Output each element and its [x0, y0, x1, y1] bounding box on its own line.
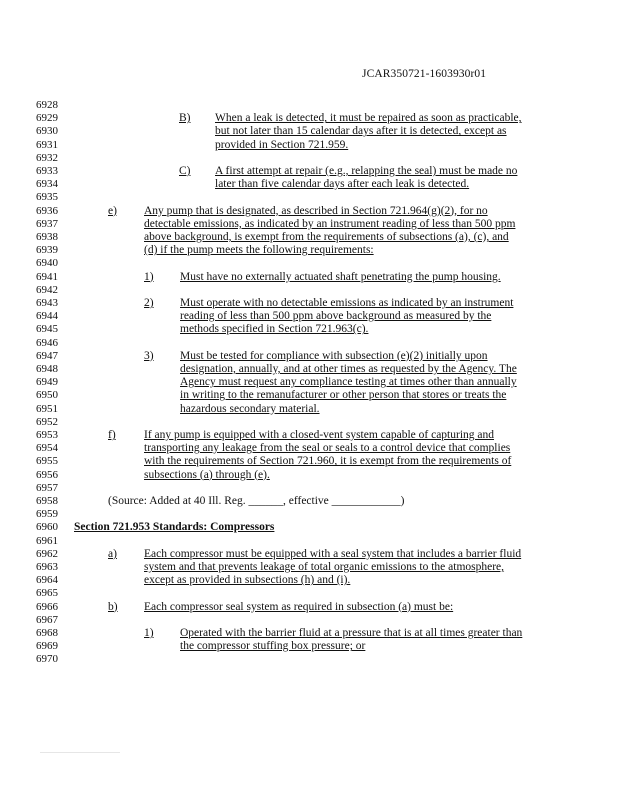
text-line: If any pump is equipped with a closed-vent system capable of capturing and: [144, 429, 495, 441]
line-number: 6928: [36, 99, 58, 111]
line-number: 6970: [36, 653, 58, 666]
text-line: subsections (a) through (e).: [144, 468, 270, 481]
text-line: but not later than 15 calendar days after it is detected, except as: [215, 125, 507, 138]
text-line: When a leak is detected, it must be repaired as soon as practicable,: [215, 112, 522, 125]
text-line: methods specified in Section 721.963(c).: [180, 323, 369, 336]
text-line: B): [179, 112, 191, 125]
text-line: b): [108, 600, 118, 613]
line-number: 6964: [36, 574, 58, 587]
text-line: Must operate with no detectable emissions as indicated by an instrument: [180, 297, 514, 309]
text-line: Each compressor seal system as required in subsection (a) must be:: [144, 600, 454, 613]
line-number: 6960: [36, 521, 58, 534]
line-number: 6936: [36, 204, 58, 217]
text-line: (d) if the pump meets the following requirements:: [144, 244, 374, 257]
line-number: 6955: [36, 455, 58, 468]
text-line: 1): [144, 627, 154, 639]
line-number: 6932: [36, 151, 58, 164]
text-line: provided in Section 721.959.: [215, 138, 349, 151]
line-number: 6947: [36, 349, 58, 362]
text-line: 1): [144, 270, 154, 283]
text-line: Must have no externally actuated shaft penetrating the pump housing.: [180, 270, 501, 283]
document-id-header: JCAR350721-1603930r01: [362, 68, 487, 80]
line-number: 6959: [36, 508, 58, 521]
line-number: 6953: [36, 429, 58, 441]
text-line: A first attempt at repair (e.g., relapping the seal) must be made no: [215, 165, 518, 177]
line-number: 6946: [36, 336, 58, 349]
text-line: e): [108, 204, 117, 217]
text-line: 3): [144, 349, 154, 362]
line-number: 6967: [36, 613, 58, 626]
line-number: 6965: [36, 587, 58, 600]
line-number: 6950: [36, 389, 58, 402]
text-line: above background, is exempt from the requirements of subsections (a), (c), and: [144, 231, 509, 243]
line-number: 6952: [36, 415, 58, 428]
line-number: 6945: [36, 323, 58, 336]
text-line: later than five calendar days after each leak is detected.: [215, 178, 470, 191]
line-number: 6958: [36, 495, 58, 507]
text-line: in writing to the remanufacturer or other person that stores or treats the: [180, 389, 507, 402]
footer-divider: [40, 752, 120, 753]
text-line: designation, annually, and at other times as requested by the Agency. The: [180, 363, 517, 375]
line-number: 6963: [36, 561, 58, 573]
text-line: C): [179, 165, 191, 177]
line-number: 6933: [36, 165, 58, 177]
line-number: 6942: [36, 283, 58, 296]
line-number: 6948: [36, 363, 58, 375]
text-line: Operated with the barrier fluid at a pressure that is at all times greater than: [180, 627, 523, 639]
text-line: transporting any leakage from the seal or seals to a control device that complies: [144, 442, 511, 455]
line-number: 6969: [36, 640, 58, 653]
text-line: Each compressor must be equipped with a seal system that includes a barrier fluid: [144, 547, 522, 560]
line-number: 6951: [36, 402, 58, 415]
line-number: 6954: [36, 442, 58, 455]
text-line: with the requirements of Section 721.960, it is exempt from the requirements of: [144, 455, 512, 468]
line-number: 6968: [36, 627, 58, 639]
line-number: 6938: [36, 231, 58, 243]
text-line: reading of less than 500 ppm above background as measured by the: [180, 310, 492, 323]
line-number: 6957: [36, 481, 58, 494]
line-number: 6962: [36, 547, 58, 560]
line-number: 6939: [36, 244, 58, 257]
line-number: 6961: [36, 534, 58, 547]
line-number: 6937: [36, 217, 58, 230]
line-number: 6940: [36, 257, 58, 270]
line-number: 6929: [36, 112, 58, 125]
line-number: 6941: [36, 270, 58, 283]
line-number: 6949: [36, 376, 58, 389]
text-line: (Source: Added at 40 Ill. Reg. ______, effective ____________): [108, 495, 405, 507]
text-line: a): [108, 547, 117, 560]
line-number: 6931: [36, 138, 58, 151]
text-line: the compressor stuffing box pressure; or: [180, 640, 366, 653]
line-number: 6935: [36, 191, 58, 204]
text-line: 2): [144, 297, 154, 309]
line-number: 6956: [36, 468, 58, 481]
line-number: 6966: [36, 600, 58, 613]
text-line: Agency must request any compliance testing at times other than annually: [180, 376, 517, 389]
line-number: 6943: [36, 297, 58, 309]
text-line: system and that prevents leakage of total organic emissions to the atmosphere,: [144, 561, 505, 573]
text-line: f): [108, 429, 116, 441]
text-line: detectable emissions, as indicated by an instrument reading of less than 500 ppm: [144, 217, 516, 230]
text-line: except as provided in subsections (h) and (i).: [144, 574, 351, 587]
section-heading: Section 721.953 Standards: Compressors: [74, 521, 275, 534]
line-number: 6934: [36, 178, 58, 191]
text-line: hazardous secondary material.: [180, 402, 320, 415]
text-line: Any pump that is designated, as described in Section 721.964(g)(2), for no: [144, 204, 488, 217]
text-line: Must be tested for compliance with subsection (e)(2) initially upon: [180, 349, 488, 362]
line-number: 6930: [36, 125, 58, 138]
line-number: 6944: [36, 310, 58, 323]
